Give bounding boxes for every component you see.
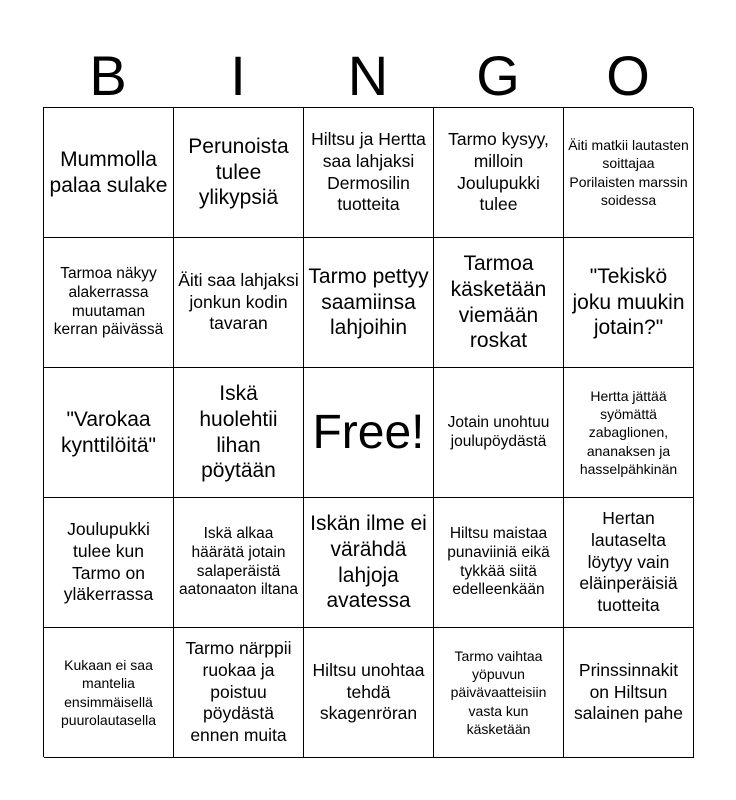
bingo-cell-r4c3[interactable]: Iskän ilme ei värähdä lahjoja avatessa: [304, 498, 434, 628]
bingo-cell-r1c1[interactable]: Mummolla palaa sulake: [44, 108, 174, 238]
header-letter-o: O: [606, 44, 650, 107]
bingo-board: [43, 107, 693, 757]
bingo-cell-r2c2[interactable]: Äiti saa lahjaksi jonkun kodin tavaran: [174, 238, 304, 368]
bingo-cell-r3c1[interactable]: "Varokaa kynttilöitä": [44, 368, 174, 498]
header-letter-b: B: [89, 44, 127, 107]
bingo-cell-r3c5[interactable]: Hertta jättää syömättä zabaglionen, ananaksen ja hasselpähkinän: [564, 368, 694, 498]
bingo-cell-r2c5[interactable]: "Tekiskö joku muukin jotain?": [564, 238, 694, 368]
bingo-cell-r5c1[interactable]: Kukaan ei saa mantelia ensimmäisellä puurolautasella: [44, 628, 174, 758]
header-letter-n: N: [347, 44, 389, 107]
bingo-cell-r5c2[interactable]: Tarmo närppii ruokaa ja poistuu pöydästä ennen muita: [174, 628, 304, 758]
bingo-cell-r1c5[interactable]: Äiti matkii lautasten soittajaa Porilaisten marssin soidessa: [564, 108, 694, 238]
bingo-cell-r2c3[interactable]: Tarmo pettyy saamiinsa lahjoihin: [304, 238, 434, 368]
bingo-cell-r4c4[interactable]: Hiltsu maistaa punaviiniä eikä tykkää siitä edelleenkään: [434, 498, 564, 628]
bingo-cell-r1c2[interactable]: Perunoista tulee ylikypsiä: [174, 108, 304, 238]
bingo-cell-r1c4[interactable]: Tarmo kysyy, milloin Joulupukki tulee: [434, 108, 564, 238]
bingo-cell-r3c4[interactable]: Jotain unohtuu joulupöydästä: [434, 368, 564, 498]
bingo-cell-r4c1[interactable]: Joulupukki tulee kun Tarmo on yläkerrassa: [44, 498, 174, 628]
bingo-cell-r5c5[interactable]: Prinssinnakit on Hiltsun salainen pahe: [564, 628, 694, 758]
bingo-cell-r2c1[interactable]: Tarmoa näkyy alakerrassa muutaman kerran päivässä: [44, 238, 174, 368]
bingo-cell-r4c2[interactable]: Iskä alkaa häärätä jotain salaperäistä aatonaaton iltana: [174, 498, 304, 628]
bingo-cell-r2c4[interactable]: Tarmoa käsketään viemään roskat: [434, 238, 564, 368]
bingo-header: [43, 44, 693, 108]
bingo-cell-r5c4[interactable]: Tarmo vaihtaa yöpuvun päivävaatteisiin vasta kun käsketään: [434, 628, 564, 758]
bingo-cell-free[interactable]: Free!: [304, 368, 434, 498]
bingo-cell-r3c2[interactable]: Iskä huolehtii lihan pöytään: [174, 368, 304, 498]
header-letter-g: G: [476, 44, 520, 107]
header-letter-i: I: [230, 44, 246, 107]
bingo-cell-r5c3[interactable]: Hiltsu unohtaa tehdä skagenröran: [304, 628, 434, 758]
bingo-cell-r1c3[interactable]: Hiltsu ja Hertta saa lahjaksi Dermosilin tuotteita: [304, 108, 434, 238]
bingo-cell-r4c5[interactable]: Hertan lautaselta löytyy vain eläinperäisiä tuotteita: [564, 498, 694, 628]
